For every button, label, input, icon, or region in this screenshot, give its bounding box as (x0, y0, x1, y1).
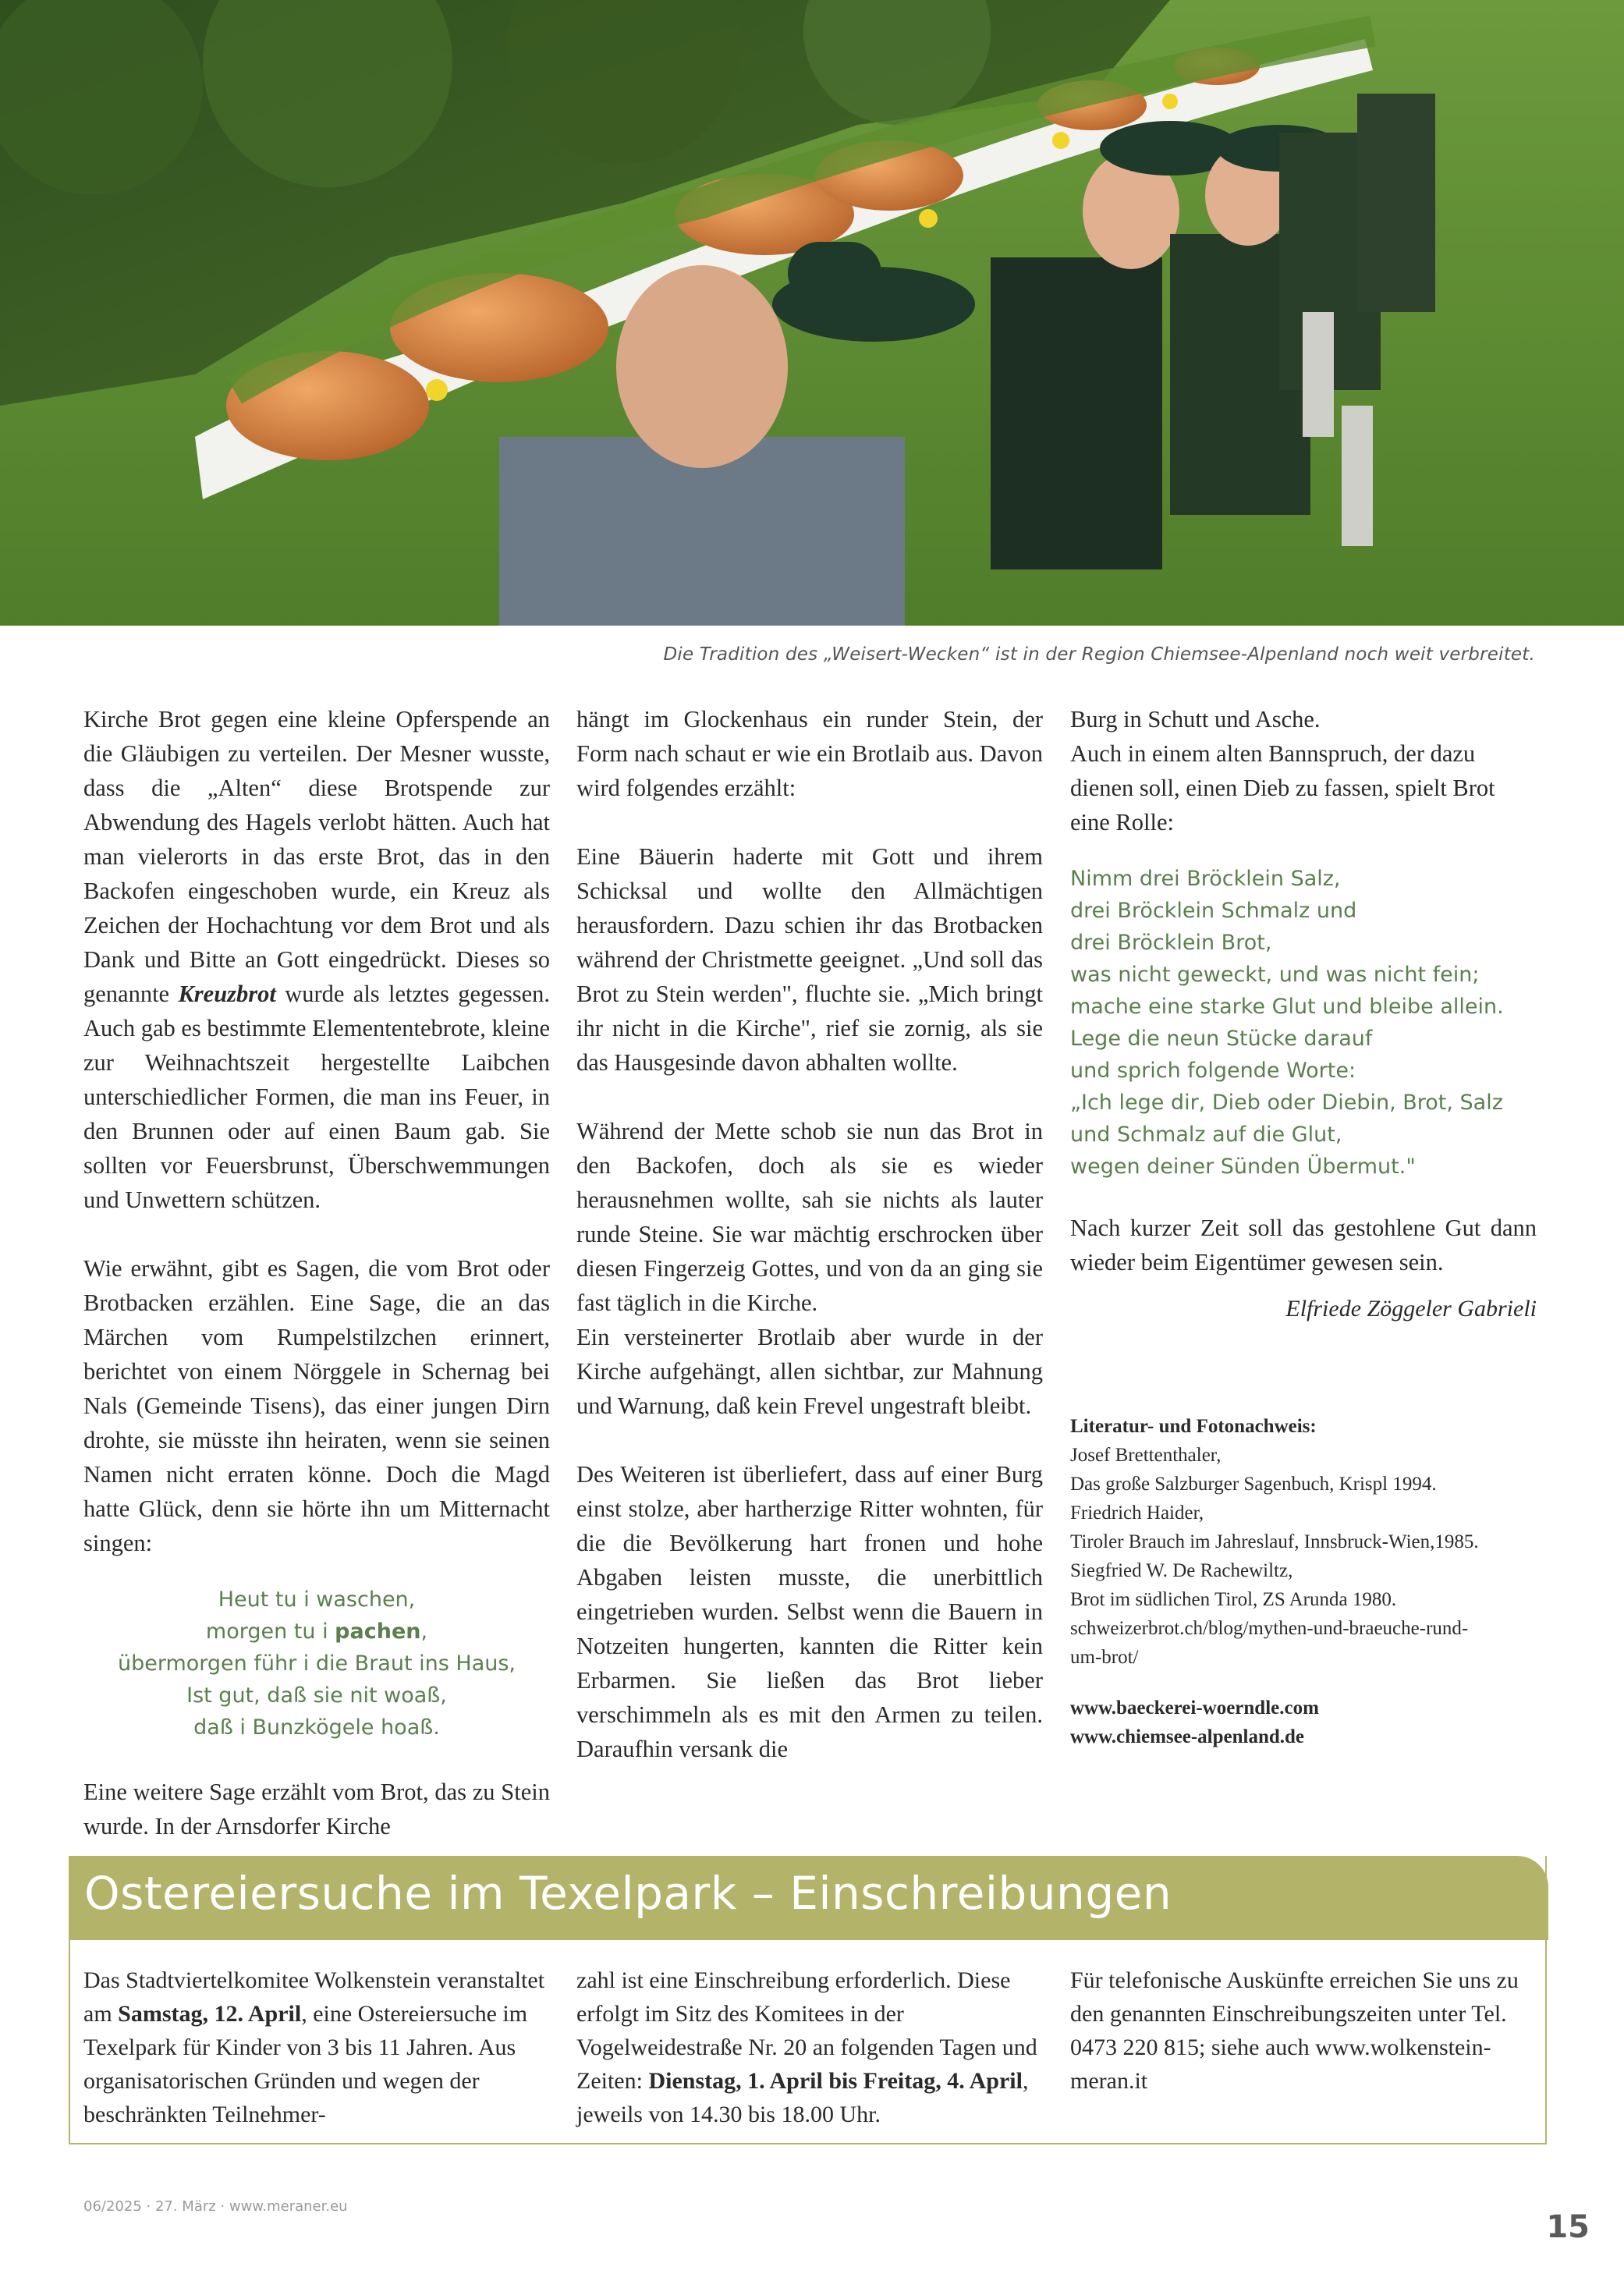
paragraph: Wie erwähnt, gibt es Sagen, die vom Brot oder Brotbacken erzählen. Eine Sage, die an das Märchen vom Rumpelstilzchen erinnert, berichtet von einem Nörggele in Schernag bei Nals (Gemeinde Tisens), das einer jungen Dirn drohte, sie müsste ihn heiraten, wenn sie seinen Namen nicht erraten könne. Doch die Magd hatte Glück, denn sie hörte ihn um Mitternacht singen: (83, 1255, 550, 1556)
poem-line: und sprich folgende Worte: (1070, 1059, 1356, 1083)
reference-line: Friedrich Haider, (1070, 1502, 1204, 1524)
paragraph: Des Weiteren ist überliefert, dass auf einer Burg einst stolze, aber hartherzige Ritter wohnten, für die die Bevölkerung hart fronen und hohe Abgaben leisten musste, die unerbittlich eingetrieben wurden. Selbst wenn die Bauern in Notzeiten hungerten, kannten die Ritter kein Erbarmen. Sie ließen das Brot lieber verschimmeln als es mit den Armen zu teilen. Daraufhin versank die (576, 1461, 1043, 1762)
poem-line: Heut tu i waschen, (218, 1587, 416, 1612)
references (1070, 1412, 1537, 1751)
paragraph: Eine weitere Sage erzählt vom Brot, das zu Stein wurde. In der Arnsdorfer Kirche (83, 1779, 550, 1839)
reference-line: um-brot/ (1070, 1647, 1139, 1668)
poem-line: Nimm drei Bröcklein Salz, (1070, 867, 1341, 891)
page-number: 15 (1546, 2209, 1590, 2245)
poem-line: Lege die neun Stücke darauf (1070, 1027, 1373, 1051)
reference-line: Siegfried W. De Rachewiltz, (1070, 1560, 1293, 1581)
photo-caption: Die Tradition des „Weisert-Wecken“ ist in der Region Chiemsee-Alpenland noch weit verbreitet. (663, 644, 1535, 665)
poem-line: morgen tu i pachen, (205, 1619, 428, 1644)
poem-line: mache eine starke Glut und bleibe allein. (1070, 995, 1504, 1019)
song-poem (83, 1584, 550, 1744)
announcement-column-3: Für telefonische Auskünfte erreichen Sie uns zu den genannten Einschreibungszeiten unter Tel. 0473 220 815; siehe auch www.wolkenstein-meran.it (1070, 1967, 1519, 2094)
paragraph: Burg in Schutt und Asche. (1070, 706, 1321, 733)
references-title: Literatur- und Fotonachweis: (1070, 1416, 1317, 1437)
kreuzbrot-term: Kreuzbrot (178, 981, 276, 1007)
bannspruch-poem (1070, 863, 1537, 1183)
paragraph: hängt im Glockenhaus ein runder Stein, der Form nach schaut er wie ein Brotlaib aus. Davon wird folgendes erzählt: (576, 706, 1043, 801)
reference-line: Das große Salzburger Sagenbuch, Krispl 1994. (1070, 1474, 1437, 1495)
poem-line: wegen deiner Sünden Übermut." (1070, 1155, 1416, 1179)
article-column-2 (576, 702, 1043, 1766)
reference-line: Josef Brettenthaler, (1070, 1445, 1222, 1466)
paragraph: Nach kurzer Zeit soll das gestohlene Gut dann wieder beim Eigentümer gewesen sein. (1070, 1215, 1537, 1275)
reference-line: Tiroler Brauch im Jahreslauf, Innsbruck-Wien,1985. (1070, 1531, 1479, 1552)
announcement-header (69, 1856, 1548, 1940)
paragraph: Auch in einem alten Bannspruch, der dazu dienen soll, einen Dieb zu fassen, spielt Brot eine Rolle: (1070, 740, 1495, 835)
text: wurde als letztes gegessen. Auch gab es bestimmte Elemententebrote, kleine zur Weihnachtszeit hergestellte Laibchen unterschiedlicher Formen, die man ins Feuer, in den Brunnen oder auf einen Baum gab. Sie sollten vor Feuersbrunst, Überschwemmungen und Unwettern schützen. (83, 981, 550, 1213)
article-column-1 (83, 702, 550, 1843)
reference-line: Brot im südlichen Tirol, ZS Arunda 1980. (1070, 1589, 1397, 1610)
reference-line: schweizerbrot.ch/blog/mythen-und-braeuche-rund- (1070, 1618, 1469, 1639)
poem-line: und Schmalz auf die Glut, (1070, 1123, 1342, 1147)
poem-line: „Ich lege dir, Dieb oder Diebin, Brot, Salz (1070, 1091, 1503, 1115)
paragraph: Während der Mette schob sie nun das Brot in den Backofen, doch als sie es wieder herausnehmen wollte, sah sie nichts als lauter runde Steine. Sie war mächtig erschrocken über diesen Fingerzeig Gottes, und von da an ging sie fast täglich in die Kirche. (576, 1118, 1043, 1316)
paragraph (83, 702, 550, 1217)
poem-line: drei Bröcklein Brot, (1070, 931, 1272, 955)
text: Kirche Brot gegen eine kleine Opferspende an die Gläubigen zu verteilen. Der Mesner wusste, dass die „Alten“ diese Brotspende zur Abwendung des Hagels verlobt hätten. Auch hat man vielerorts in das erste Brot, das in den Backofen eingeschoben wurde, ein Kreuz als Zeichen der Hochachtung vor dem Brot und als Dank und Bitte an Gott eingedrückt. Dieses so genannte (83, 706, 550, 1007)
paragraph: Eine Bäuerin haderte mit Gott und ihrem Schicksal und wollte den Allmächtigen herausfordern. Dazu schien ihr das Brotbacken während der Christmette geeignet. „Und soll das Brot zu Stein werden", fluchte sie. „Mich bringt ihr nicht in die Kirche", rief sie zornig, als sie das Hausgesinde davon abhalten wollte. (576, 843, 1043, 1076)
poem-line: was nicht geweckt, und was nicht fein; (1070, 963, 1480, 987)
link-chiemsee[interactable]: www.chiemsee-alpenland.de (1070, 1726, 1304, 1747)
poem-line: Ist gut, daß sie nit woaß, (186, 1683, 447, 1708)
author-name: Elfriede Zöggeler Gabrieli (1285, 1296, 1537, 1321)
poem-line: daß i Bunzkögele hoaß. (193, 1715, 440, 1740)
article-column-3 (1070, 702, 1537, 1751)
announcement-title: Ostereiersuche im Texelpark – Einschreibungen (84, 1867, 1172, 1920)
announcement-column-2: zahl ist eine Einschreibung erforderlich. Diese erfolgt im Sitz des Komitees in der Vogelweidestraße Nr. 20 an folgenden Tagen und Zeiten: Dienstag, 1. April bis Freitag, 4. April, jeweils von 14.30 bis 18.00 Uhr. (576, 1967, 1037, 2127)
bread-procession-photo (0, 0, 1624, 626)
poem-line: drei Bröcklein Schmalz und (1070, 899, 1357, 923)
poem-line: übermorgen führ i die Braut ins Haus, (117, 1651, 516, 1676)
link-baeckerei[interactable]: www.baeckerei-woerndle.com (1070, 1697, 1319, 1719)
announcement-column-1: Das Stadtviertelkomitee Wolkenstein veranstaltet am Samstag, 12. April, eine Ostereiersuche im Texelpark für Kinder von 3 bis 11 Jahren. Aus organisatorischen Gründen und wegen der beschränkten Teilnehmer- (83, 1967, 545, 2127)
paragraph: Ein versteinerter Brotlaib aber wurde in der Kirche aufgehängt, allen sichtbar, zur Mahnung und Warnung, daß kein Frevel ungestraft bleibt. (576, 1324, 1043, 1419)
footer-issue-info: 06/2025 · 27. März · www.meraner.eu (83, 2198, 348, 2215)
